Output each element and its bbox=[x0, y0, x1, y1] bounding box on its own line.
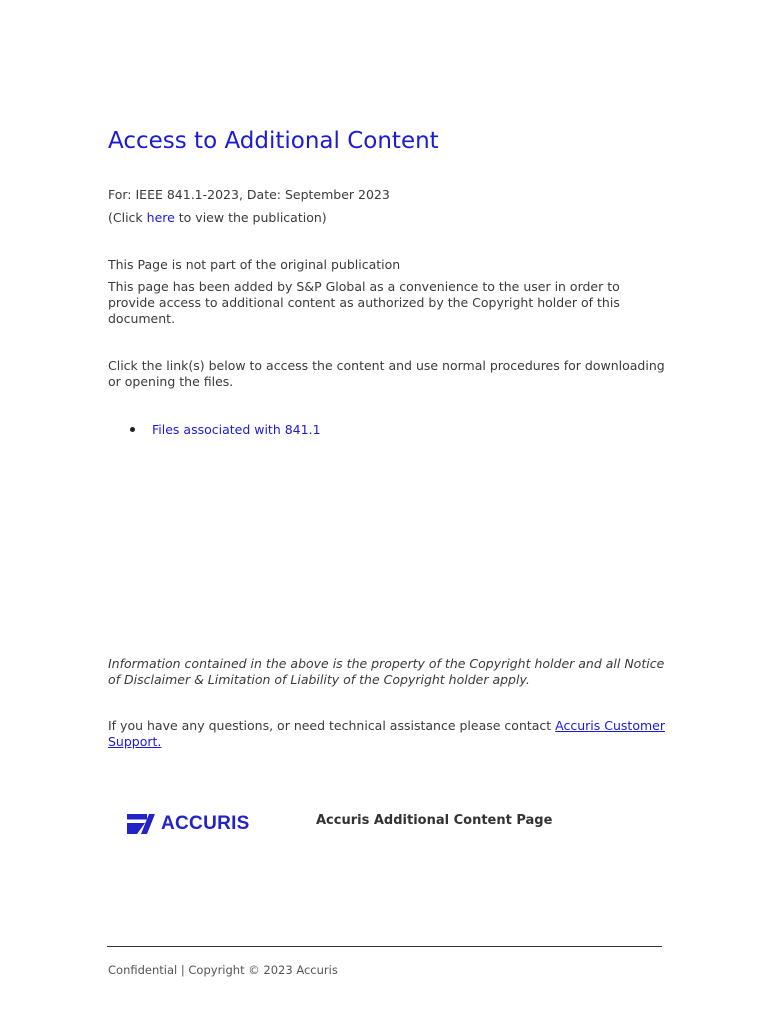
footer-divider bbox=[107, 946, 662, 947]
notice-line-2: This page has been added by S&P Global as a convenience to the user in order to provide access to additional content as authorized by the Copyright holder of this document. bbox=[108, 279, 620, 326]
click-prefix: (Click bbox=[108, 210, 147, 225]
bullet-icon bbox=[130, 427, 135, 432]
support-text bbox=[108, 718, 668, 750]
support-prefix: If you have any questions, or need technical assistance please contact bbox=[108, 718, 556, 733]
publication-info bbox=[108, 187, 668, 226]
accuris-logo-icon bbox=[126, 812, 156, 836]
disclaimer-text: Information contained in the above is the property of the Copyright holder and all Notice of Disclaimer & Limitation of Liability of the Copyright holder apply. bbox=[108, 656, 665, 687]
click-suffix: to view the publication) bbox=[174, 210, 327, 225]
list-item bbox=[130, 422, 321, 438]
logo-wordmark: ACCURIS bbox=[161, 813, 250, 834]
instructions-text: Click the link(s) below to access the content and use normal procedures for downloading or opening the files. bbox=[108, 358, 665, 389]
brand-caption: Accuris Additional Content Page bbox=[316, 813, 553, 828]
customer-support-link[interactable]: Accuris Customer Support. bbox=[108, 718, 665, 749]
view-publication-link[interactable]: here bbox=[146, 210, 175, 225]
footer-copyright: Confidential | Copyright © 2023 Accuris bbox=[108, 963, 338, 977]
accuris-logo bbox=[126, 812, 250, 836]
page-title: Access to Additional Content bbox=[108, 128, 439, 154]
view-publication-line bbox=[108, 210, 668, 226]
files-841-1-link[interactable]: Files associated with 841.1 bbox=[152, 422, 321, 437]
publication-line: For: IEEE 841.1-2023, Date: September 2023 bbox=[108, 187, 390, 202]
notice-line-1: This Page is not part of the original publication bbox=[108, 257, 401, 272]
notice-section bbox=[108, 257, 668, 327]
